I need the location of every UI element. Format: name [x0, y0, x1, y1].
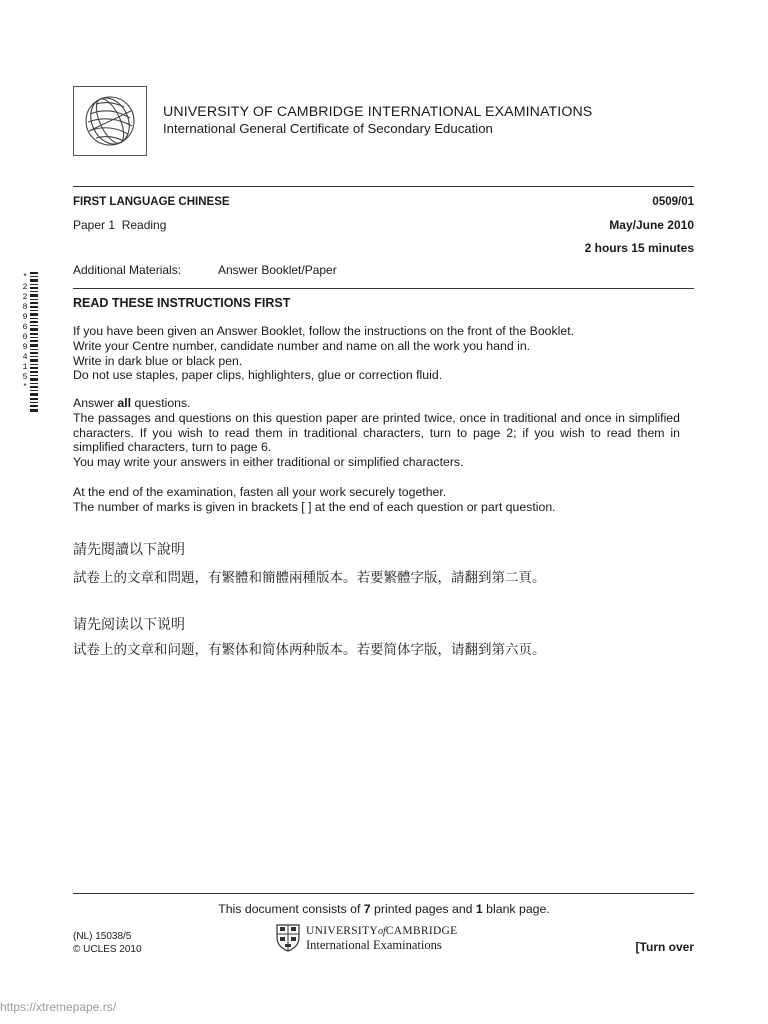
answer-prefix: Answer [73, 396, 118, 410]
instructions-heading: READ THESE INSTRUCTIONS FIRST [73, 296, 291, 310]
instruction-line: At the end of the examination, fasten all your work securely together. [73, 485, 447, 499]
instructions-block-3 [73, 485, 683, 515]
board-cambridge: CAMBRIDGE [385, 925, 458, 937]
reference-number: (NL) 15038/5 [73, 931, 132, 942]
page-count-statement [0, 902, 768, 916]
materials-label: Additional Materials: [73, 263, 182, 277]
turn-over-label: [Turn over [635, 940, 694, 954]
instructions-block-1 [73, 324, 683, 383]
board-of: of [378, 926, 386, 937]
passages-instruction: The passages and questions on this question paper are printed twice, once in traditional and once in simplified characters. If you wish to read them in traditional characters, turn to page 2; if you wish to read them in simplified characters, turn to page 6. [73, 410, 680, 455]
pages-suffix: blank page. [482, 902, 550, 916]
copyright: © UCLES 2010 [73, 943, 142, 955]
barcode-digit: 8 [22, 302, 28, 312]
answer-all-line [73, 396, 680, 411]
document-reference [73, 931, 142, 956]
instruction-line: Write your Centre number, candidate number and name on all the work you hand in. [73, 338, 531, 353]
qualification-name: International General Certificate of Secondary Education [163, 121, 493, 136]
printed-page-count: 7 [363, 902, 371, 916]
simplified-heading: 请先阅读以下说明 [73, 617, 185, 633]
instruction-line: The number of marks is given in brackets [ ] at the end of each question or part question. [73, 499, 556, 514]
exam-session: May/June 2010 [609, 218, 694, 232]
instructions-block-2 [73, 396, 680, 470]
traditional-heading: 請先閱讀以下說明 [73, 542, 185, 558]
barcode-digit: * [22, 382, 28, 392]
barcode-digit: 2 [22, 292, 28, 302]
barcode-digit: 2 [22, 282, 28, 292]
crest-icon [276, 924, 300, 952]
board-university: UNIVERSITY [306, 925, 378, 937]
globe-logo [73, 86, 147, 156]
pages-middle: printed pages and [370, 902, 476, 916]
barcode-number [20, 272, 30, 392]
answer-suffix: questions. [131, 396, 191, 410]
watermark-link[interactable]: https://xtremepape.rs/ [0, 1000, 117, 1014]
divider-footer [73, 893, 694, 894]
instruction-line: Do not use staples, paper clips, highlighters, glue or correction fluid. [73, 368, 443, 383]
instruction-line: If you have been given an Answer Booklet, follow the instructions on the front of the Booklet. [73, 324, 575, 338]
board-subtitle: International Examinations [306, 938, 442, 952]
divider-top [73, 186, 694, 187]
answer-bold: all [117, 396, 132, 410]
board-name [306, 925, 458, 937]
barcode-digit: 9 [22, 312, 28, 322]
either-instruction: You may write your answers in either traditional or simplified characters. [73, 455, 464, 470]
barcode-digit: 1 [22, 362, 28, 372]
instruction-line: Write in dark blue or black pen. [73, 353, 243, 368]
globe-icon [80, 92, 140, 150]
exam-duration: 2 hours 15 minutes [584, 241, 694, 255]
blank-page-count: 1 [475, 902, 483, 916]
barcode-digit: 9 [22, 342, 28, 352]
barcode-digit: 5 [22, 372, 28, 382]
barcode-digit: 0 [22, 332, 28, 342]
barcode-digit: 6 [22, 322, 28, 332]
barcode [30, 272, 38, 412]
materials-value: Answer Booklet/Paper [218, 263, 337, 277]
barcode-digit: 4 [22, 352, 28, 362]
paper-name: Paper 1 Reading [73, 218, 167, 232]
syllabus-code: 0509/01 [652, 196, 694, 208]
pages-prefix: This document consists of [218, 902, 364, 916]
traditional-instruction: 試卷上的文章和問題，有繁體和簡體兩種版本。若要繁體字版，請翻到第二頁。 [73, 570, 546, 586]
barcode-digit: * [22, 272, 28, 282]
simplified-instruction: 试卷上的文章和问题，有繁体和简体两种版本。若要简体字版，请翻到第六页。 [73, 642, 546, 658]
divider-instructions [73, 288, 694, 289]
subject-title: FIRST LANGUAGE CHINESE [73, 196, 230, 208]
university-name: UNIVERSITY OF CAMBRIDGE INTERNATIONAL EXAMINATIONS [163, 104, 593, 120]
